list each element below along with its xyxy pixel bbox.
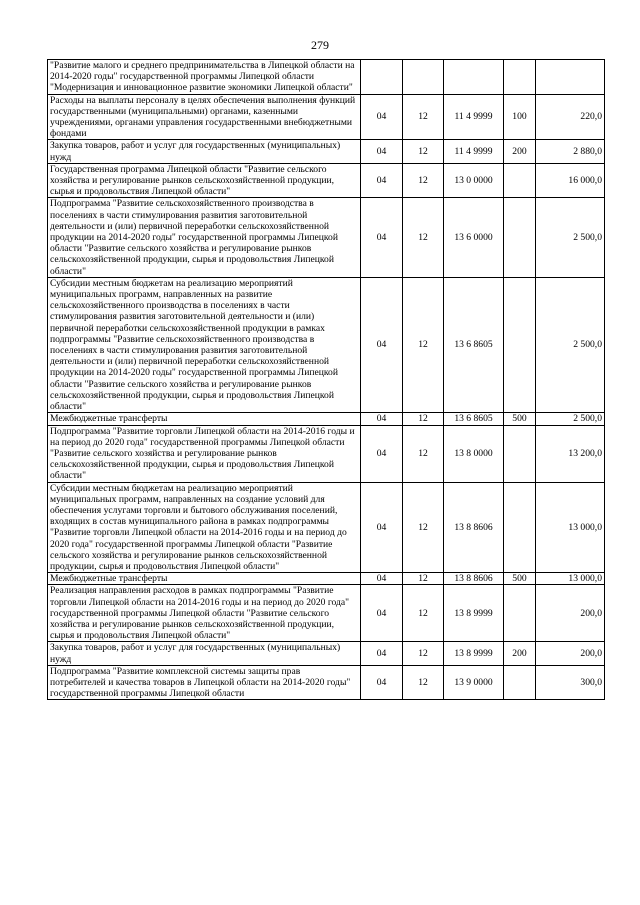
item-name: Межбюджетные трансферты [48, 573, 361, 585]
item-name: Субсидии местным бюджетам на реализацию мероприятий муниципальных программ, направленных на развитие сельскохозяйственного производства в поселениях в части стимулирования развития заготовительной деятельности и (или) первичной переработки сельскохозяйственной продукции в рамках подпрограммы "Развитие сельскохозяйственного производства в поселениях в части стимулирования развития заготовительной деятельности и (или) первичной переработки сельскохозяйственной продукции на 2014-2020 годы" государственной программы Липецкой области "Развитие сельского хозяйства и регулирование рынков сельскохозяйственной продукции, сырья и продовольствия Липецкой области" [48, 277, 361, 412]
target-article: 13 6 8605 [444, 277, 504, 412]
expense-type [504, 60, 536, 95]
section-code: 04 [361, 413, 403, 425]
expense-type [504, 277, 536, 412]
subsection-code: 12 [403, 642, 444, 665]
target-article: 13 9 0000 [444, 665, 504, 700]
target-article: 13 8 9999 [444, 585, 504, 642]
item-name: Подпрограмма "Развитие торговли Липецкой области на 2014-2016 годы и на период до 2020 года" государственной программы Липецкой области "Развитие сельского хозяйства и регулирование рынков сельскохозяйственной продукции, сырья и продовольствия Липецкой области" [48, 425, 361, 482]
amount: 16 000,0 [536, 163, 605, 198]
subsection-code: 12 [403, 413, 444, 425]
item-name: Закупка товаров, работ и услуг для государственных (муниципальных) нужд [48, 642, 361, 665]
section-code: 04 [361, 665, 403, 700]
amount: 220,0 [536, 94, 605, 140]
amount: 200,0 [536, 585, 605, 642]
table-row [48, 198, 605, 277]
subsection-code: 12 [403, 277, 444, 412]
subsection-code: 12 [403, 94, 444, 140]
table-row [48, 413, 605, 425]
section-code: 04 [361, 425, 403, 482]
table-row [48, 642, 605, 665]
amount: 13 200,0 [536, 425, 605, 482]
subsection-code: 12 [403, 585, 444, 642]
subsection-code: 12 [403, 665, 444, 700]
table-row [48, 140, 605, 163]
section-code: 04 [361, 198, 403, 277]
subsection-code: 12 [403, 163, 444, 198]
table-row [48, 163, 605, 198]
subsection-code: 12 [403, 140, 444, 163]
section-code: 04 [361, 642, 403, 665]
amount: 200,0 [536, 642, 605, 665]
item-name: Расходы на выплаты персоналу в целях обеспечения выполнения функций государственными (муниципальными) органами, казенными учреждениями, органами управления государственными внебюджетными фондами [48, 94, 361, 140]
table-row [48, 573, 605, 585]
section-code: 04 [361, 277, 403, 412]
expense-type: 500 [504, 573, 536, 585]
expense-type [504, 163, 536, 198]
expense-type [504, 585, 536, 642]
item-name: "Развитие малого и среднего предпринимательства в Липецкой области на 2014-2020 годы" государственной программы Липецкой области "Модернизация и инновационное развитие экономики Липецкой области" [48, 60, 361, 95]
amount: 2 500,0 [536, 198, 605, 277]
expense-type [504, 198, 536, 277]
target-article: 13 8 8606 [444, 573, 504, 585]
amount: 13 000,0 [536, 573, 605, 585]
section-code: 04 [361, 140, 403, 163]
target-article: 13 8 8606 [444, 482, 504, 573]
target-article [444, 60, 504, 95]
expense-type [504, 482, 536, 573]
expense-type: 200 [504, 642, 536, 665]
target-article: 13 6 8605 [444, 413, 504, 425]
amount: 300,0 [536, 665, 605, 700]
section-code: 04 [361, 585, 403, 642]
table-row [48, 94, 605, 140]
amount: 2 500,0 [536, 413, 605, 425]
item-name: Субсидии местным бюджетам на реализацию мероприятий муниципальных программ, направленных на создание условий для обеспечения услугами торговли и бытового обслуживания поселений, входящих в состав муниципального района в рамках подпрограммы "Развитие торговли Липецкой области на 2014-2016 годы и на период до 2020 года" государственной программы Липецкой области "Развитие сельского хозяйства и регулирование рынков сельскохозяйственной продукции, сырья и продовольствия Липецкой области" [48, 482, 361, 573]
amount [536, 60, 605, 95]
expense-type [504, 425, 536, 482]
expense-type [504, 665, 536, 700]
subsection-code: 12 [403, 573, 444, 585]
amount: 13 000,0 [536, 482, 605, 573]
section-code: 04 [361, 573, 403, 585]
subsection-code: 12 [403, 425, 444, 482]
table-row [48, 585, 605, 642]
table-row [48, 665, 605, 700]
section-code: 04 [361, 163, 403, 198]
page-number: 279 [311, 38, 329, 52]
item-name: Подпрограмма "Развитие сельскохозяйственного производства в поселениях в части стимулирования развития заготовительной деятельности и (или) первичной переработки сельскохозяйственной продукции на 2014-2020 годы" государственной программы Липецкой области "Развитие сельского хозяйства и регулирование рынков сельскохозяйственной продукции, сырья и продовольствия Липецкой области" [48, 198, 361, 277]
subsection-code [403, 60, 444, 95]
item-name: Межбюджетные трансферты [48, 413, 361, 425]
expense-type: 100 [504, 94, 536, 140]
table-row [48, 60, 605, 95]
expense-type: 200 [504, 140, 536, 163]
target-article: 13 0 0000 [444, 163, 504, 198]
amount: 2 880,0 [536, 140, 605, 163]
target-article: 13 8 9999 [444, 642, 504, 665]
subsection-code: 12 [403, 482, 444, 573]
subsection-code: 12 [403, 198, 444, 277]
section-code [361, 60, 403, 95]
table-row [48, 482, 605, 573]
item-name: Государственная программа Липецкой области "Развитие сельского хозяйства и регулирование рынков сельскохозяйственной продукции, сырья и продовольствия Липецкой области" [48, 163, 361, 198]
target-article: 13 6 0000 [444, 198, 504, 277]
table-row [48, 425, 605, 482]
item-name: Подпрограмма "Развитие комплексной системы защиты прав потребителей и качества товаров в Липецкой области на 2014-2020 годы" государственной программы Липецкой области [48, 665, 361, 700]
target-article: 13 8 0000 [444, 425, 504, 482]
table-row [48, 277, 605, 412]
target-article: 11 4 9999 [444, 140, 504, 163]
item-name: Закупка товаров, работ и услуг для государственных (муниципальных) нужд [48, 140, 361, 163]
target-article: 11 4 9999 [444, 94, 504, 140]
expense-type: 500 [504, 413, 536, 425]
item-name: Реализация направления расходов в рамках подпрограммы "Развитие торговли Липецкой области на 2014-2016 годы и на период до 2020 года" государственной программы Липецкой области "Развитие сельского хозяйства и регулирование рынков сельскохозяйственной продукции, сырья и продовольствия Липецкой области" [48, 585, 361, 642]
budget-table [47, 59, 605, 700]
section-code: 04 [361, 94, 403, 140]
amount: 2 500,0 [536, 277, 605, 412]
section-code: 04 [361, 482, 403, 573]
